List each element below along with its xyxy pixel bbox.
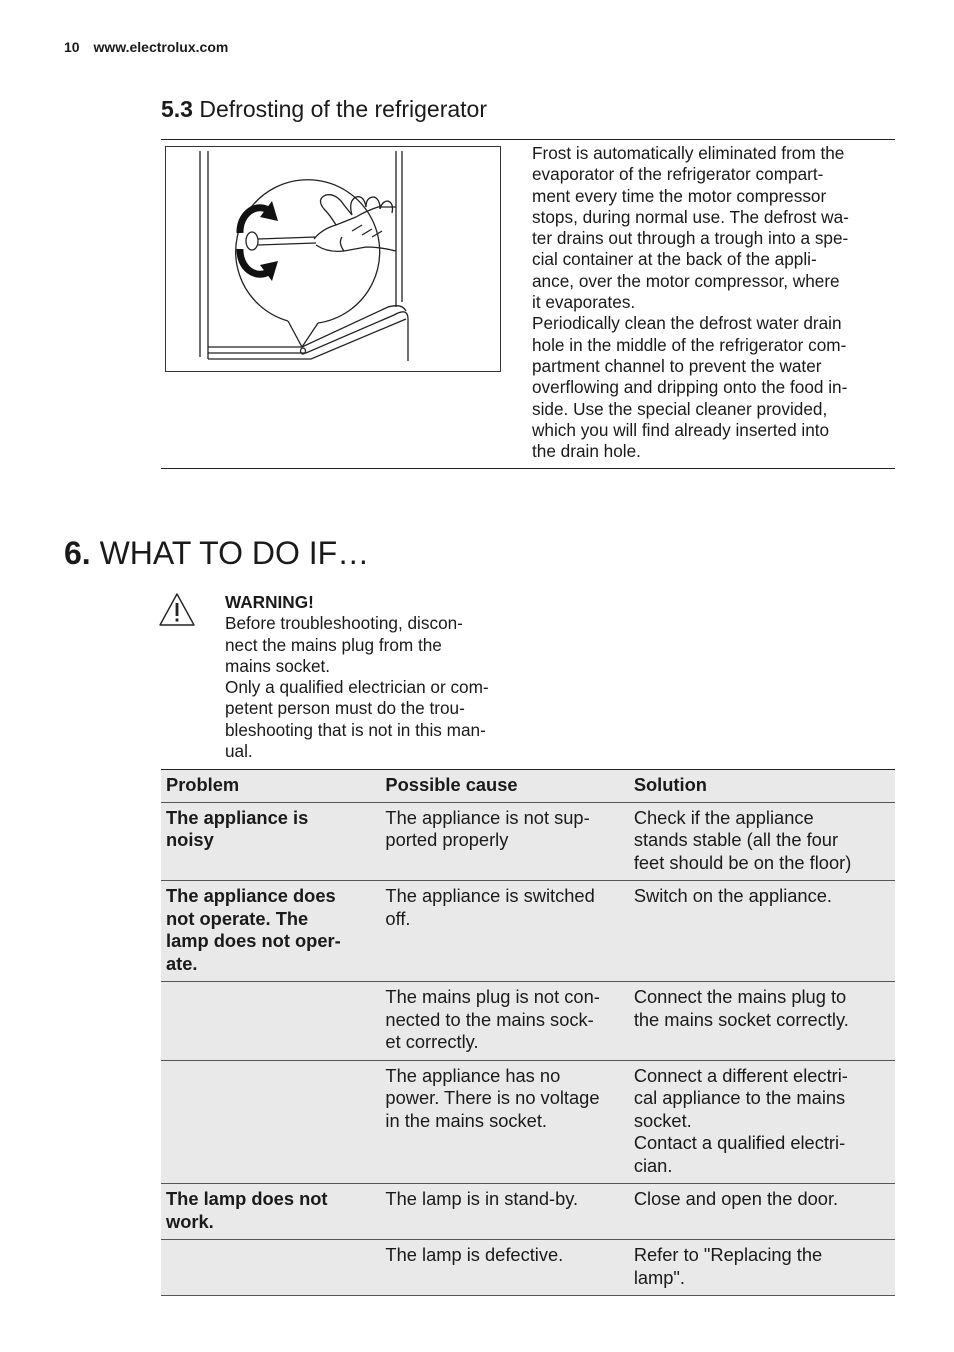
page-number: 10 xyxy=(64,39,80,55)
solution-cell: Switch on the appliance. xyxy=(629,881,895,982)
chapter-title xyxy=(64,535,369,572)
table-row xyxy=(161,881,895,982)
section-bottom-rule xyxy=(161,468,895,469)
page-header xyxy=(64,39,228,55)
cause-cell: The mains plug is not con- nected to the mains sock- et correctly. xyxy=(380,982,628,1061)
cause-cell: The lamp is in stand-by. xyxy=(380,1184,628,1240)
defrost-description xyxy=(532,143,892,462)
solution-cell: Refer to "Replacing the lamp". xyxy=(629,1240,895,1296)
defrost-drain-cleaning-illustration xyxy=(165,146,501,372)
table-row xyxy=(161,802,895,881)
troubleshooting-table xyxy=(161,769,895,1296)
problem-cell: The lamp does not work. xyxy=(161,1184,380,1240)
warning-triangle-icon xyxy=(158,592,196,628)
cause-cell: The appliance is switched off. xyxy=(380,881,628,982)
table-header-row xyxy=(161,770,895,803)
chapter-number: 6. xyxy=(64,535,91,571)
warning-block xyxy=(225,592,525,762)
solution-cell: Check if the appliance stands stable (all the four feet should be on the floor) xyxy=(629,802,895,881)
problem-cell: The appliance is noisy xyxy=(161,802,380,881)
solution-cell: Close and open the door. xyxy=(629,1184,895,1240)
table-row xyxy=(161,1240,895,1296)
section-title xyxy=(161,96,487,123)
defrost-paragraph-2: Periodically clean the defrost water drain hole in the middle of the refrigerator com- partment channel to prevent the water overflowing and dripping onto the food in- side. Use the special cleaner provided, which you will find already inserted into the drain hole. xyxy=(532,313,848,462)
warning-title: WARNING! xyxy=(225,592,314,612)
solution-cell: Connect the mains plug to the mains socket correctly. xyxy=(629,982,895,1061)
cause-cell: The lamp is defective. xyxy=(380,1240,628,1296)
warning-body: Before troubleshooting, discon- nect the mains plug from the mains socket. Only a qualified electrician or com- petent person must do the trou- bleshooting that is not in this man- ual. xyxy=(225,613,489,762)
cause-cell: The appliance is not sup- ported properly xyxy=(380,802,628,881)
problem-cell xyxy=(161,1240,380,1296)
cause-cell: The appliance has no power. There is no voltage in the mains socket. xyxy=(380,1060,628,1184)
website-url[interactable]: www.electrolux.com xyxy=(93,39,229,55)
section-top-rule xyxy=(161,139,895,140)
section-title-text: Defrosting of the refrigerator xyxy=(199,96,488,122)
chapter-title-text: WHAT TO DO IF… xyxy=(99,535,370,571)
table-row xyxy=(161,1060,895,1184)
column-header-solution: Solution xyxy=(629,770,895,803)
problem-cell: The appliance does not operate. The lamp does not oper- ate. xyxy=(161,881,380,982)
column-header-problem: Problem xyxy=(161,770,380,803)
table-row xyxy=(161,982,895,1061)
solution-cell: Connect a different electri- cal appliance to the mains socket. Contact a qualified electri- cian. xyxy=(629,1060,895,1184)
problem-cell xyxy=(161,982,380,1061)
table-row xyxy=(161,1184,895,1240)
column-header-cause: Possible cause xyxy=(380,770,628,803)
section-number: 5.3 xyxy=(161,96,193,122)
defrost-paragraph-1: Frost is automatically eliminated from the evaporator of the refrigerator compart- ment every time the motor compressor stops, during normal use. The defrost wa- ter drains out through a trough into a spe- cial container at the back of the appli- ance, over the motor compressor, where it evaporates. xyxy=(532,143,849,313)
problem-cell xyxy=(161,1060,380,1184)
